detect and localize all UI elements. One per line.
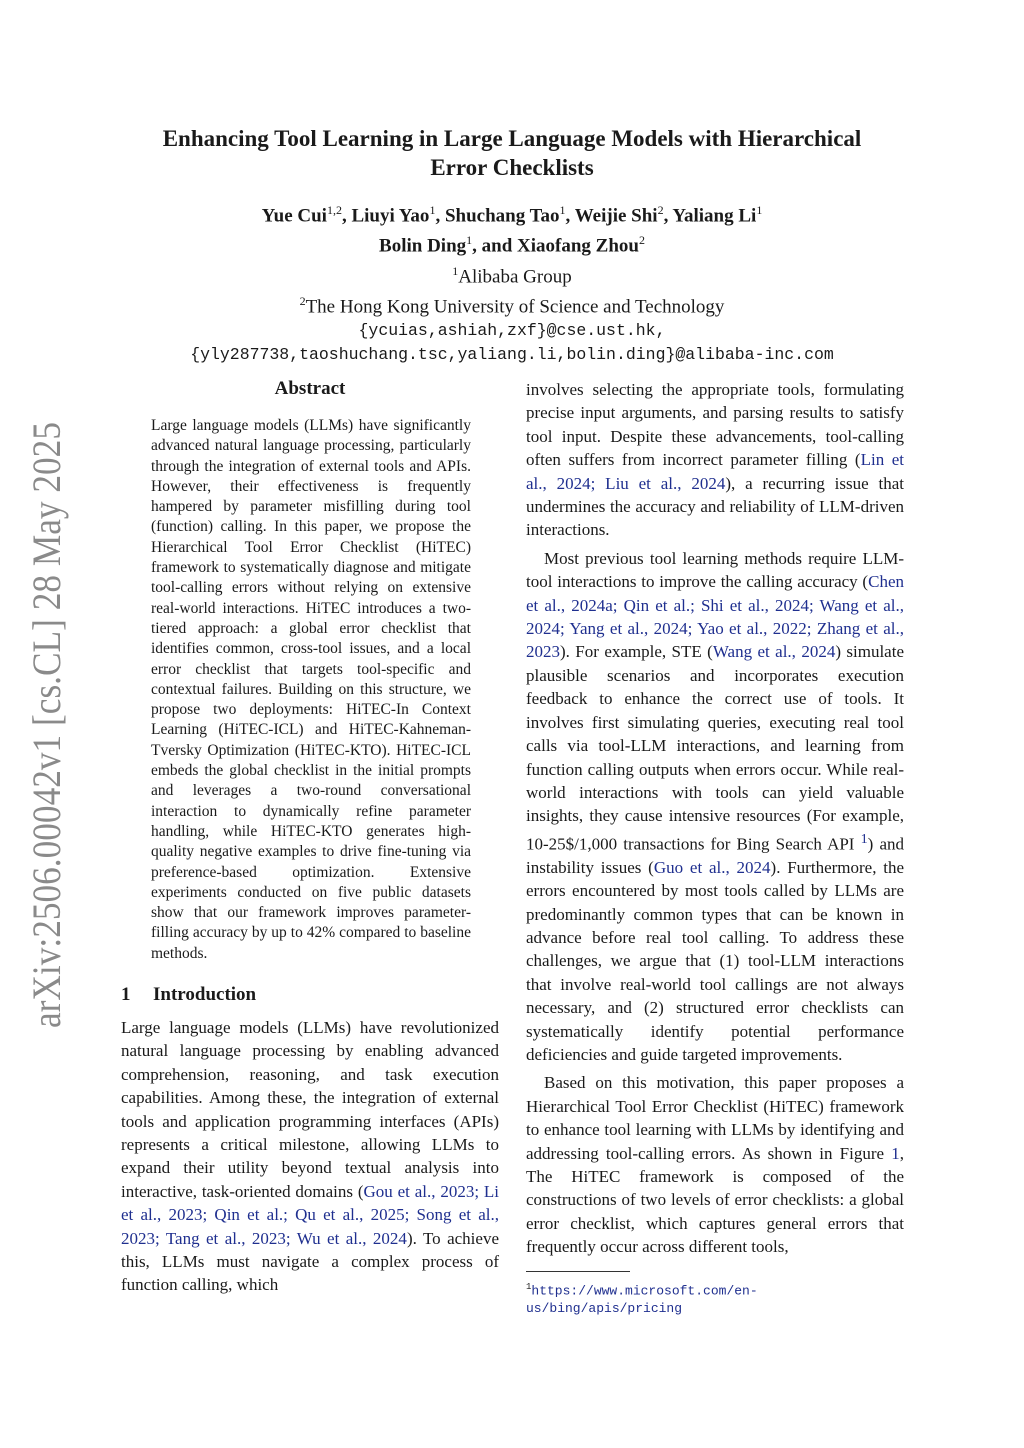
affiliation-mark: 2 — [638, 233, 645, 248]
affiliation-1: $^1$Alibaba Group — [452, 263, 572, 287]
author-name: , Weijie Shi — [565, 205, 658, 227]
author-name: , Yaliang Li — [663, 205, 757, 227]
email-line-2: {yly287738,taoshuchang.tsc,yaliang.li,bolin.ding}@alibaba-inc.com — [190, 345, 834, 365]
intro-paragraph-2: involves selecting the appropriate tools, formulating precise input arguments, and parsing results to satisfy tool input. Despite these advancements, tool-calling often suffers from incorrect parameter filling (Lin et al., 2024; Liu et al., 2024), a recurring issue that undermines the accuracy and reliability of LLM-driven interactions. — [526, 380, 905, 540]
affiliation-mark: 1 — [756, 203, 763, 217]
section-title: Introduction — [153, 984, 257, 1006]
intro-paragraph-3: Most previous tool learning methods require LLM-tool interactions to improve the calling accuracy (Chen et al., 2024a; Qin et al.; Shi et al., 2024; Wang et al., 2024; Yang et al., 2024; Yao et al., 2022; Zhang et al., 2023). For example, STE (Wang et al., 2024) simulate plausible scenarios and incorporates execution feedback to enhance the correct use of tools. It involves first simulating queries, executing real tool calls via tool-LLM interactions, and learning from function calling outputs when errors occur. While real-world interactions with tools can yield valuable insights, they cause intensive resources (For example, 10-25$/1,000 transactions for Bing Search API $^1$) and instability issues (Guo et al., 2024). Furthermore, the errors encountered by most tools called by LLMs are predominantly common types that can be known in advance before real tool calling. To address these challenges, we argue that (1) tool-LLM interactions that involve real-world tool callings are not always necessary, and (2) structured error checklists can systematically identify potential performance deficiencies and guide targeted improvements. — [526, 548, 905, 1065]
citation-link[interactable]: Lin et al., 2024; Liu et al., 2024 — [526, 450, 904, 493]
arxiv-id-text: arXiv:2506.00042v1 [cs.CL] 28 May 2025 — [24, 420, 69, 1028]
affiliation-2: $^2$The Hong Kong University of Science and Technology — [299, 293, 725, 318]
left-column — [121, 378, 499, 1297]
affiliation-mark: 1 — [559, 203, 566, 217]
intro-paragraph-4: Based on this motivation, this paper proposes a Hierarchical Tool Error Checklist (HiTEC) framework to enhance tool learning with LLMs by identifying and addressing tool-calling errors. As shown in Figure 1, The HiTEC framework is composed of the constructions of two levels of error checklists: a global error checklist, which captures general errors that frequently occur across different tools, — [526, 1073, 904, 1257]
citation-link[interactable]: Chen et al., 2024a; Qin et al.; Shi et al., 2024; Wang et al., 2024; Yang et al., 2024; Yao et al., 2022; Zhang et al., 2023 — [526, 572, 904, 662]
footnote-divider — [526, 1271, 630, 1272]
author-line-2 — [130, 228, 894, 258]
author-name: Yue Cui — [261, 205, 327, 227]
section-heading-introduction — [121, 984, 499, 1006]
intro-paragraph-1: Large language models (LLMs) have revolutionized natural language processing by enabling advanced comprehension, reasoning, and task execution capabilities. Among these, the integration of external tools and application programming interfaces (APIs) represents a critical milestone, allowing LLMs to expand their utility beyond textual analysis into interactive, task-oriented domains (Gou et al., 2023; Li et al., 2023; Qin et al.; Qu et al., 2025; Song et al., 2023; Tang et al., 2023; Wu et al., 2024). To achieve this, LLMs must navigate a complex process of function calling, which — [121, 1018, 499, 1295]
citation-link[interactable]: Wang et al., 2024 — [712, 642, 836, 662]
affiliation-mark: 1 — [466, 233, 473, 248]
footnote-url[interactable]: https://www.microsoft.com/en-us/bing/apis/pricing — [526, 1283, 758, 1317]
email-line-1: {ycuias,ashiah,zxf}@cse.ust.hk, — [358, 321, 666, 341]
citation-link[interactable]: Guo et al., 2024 — [653, 857, 771, 877]
arxiv-identifier — [16, 420, 76, 1040]
author-name: , Liuyi Yao — [341, 205, 430, 227]
author-name: Bolin Ding — [379, 235, 467, 257]
section-number: 1 — [121, 984, 131, 1006]
author-name: , and Xiaofang Zhou — [472, 235, 639, 257]
figure-ref[interactable]: 1 — [891, 1143, 900, 1163]
abstract-heading: Abstract — [274, 378, 346, 399]
footnote-mark: 1 — [526, 1281, 532, 1292]
paper-title: Enhancing Tool Learning in Large Language Models with Hierarchical Error Checklists — [162, 126, 862, 180]
affiliation-mark: 1,2 — [326, 203, 342, 217]
citation-link[interactable]: Gou et al., 2023; Li et al., 2023; Qin et al.; Qu et al., 2025; Song et al., 2023; Tang et al., 2023; Wu et al., 2024 — [121, 1181, 499, 1248]
affiliation-mark: 1 — [429, 203, 436, 217]
arxiv-sidebar-svg — [16, 420, 76, 1040]
author-name: , Shuchang Tao — [435, 205, 560, 227]
author-line-1 — [130, 198, 894, 228]
affiliation-mark: 2 — [657, 203, 664, 217]
footnote — [526, 1278, 904, 1318]
abstract-text: Large language models (LLMs) have significantly advanced natural language processing, particularly through the integration of external tools and APIs. However, their effectiveness is frequently hampered by parameter misfilling during tool (function) calling. In this paper, we propose the Hierarchical Tool Error Checklist (HiTEC) framework to systematically diagnose and mitigate tool-calling errors without relying on extensive real-world interactions. HiTEC introduces a two-tiered approach: a global error checklist that identifies common, cross-tool issues, and a local error checklist that targets tool-specific and contextual failures. Building on this structure, we propose two deployments: HiTEC-In Context Learning (HiTEC-ICL) and HiTEC-Kahneman-Tversky Optimization (HiTEC-KTO). HiTEC-ICL embeds the global checklist in the initial prompts and leverages a two-round conversational interaction to dynamically refine parameter handling, while HiTEC-KTO generates high-quality negative examples to drive fine-tuning via preference-based optimization. Extensive experiments conducted on five public datasets show that our framework improves parameter-filling accuracy by up to 42% compared to baseline methods. — [151, 417, 471, 962]
footnote-ref[interactable]: 1 — [860, 830, 868, 847]
right-column — [526, 378, 904, 1318]
author-block — [130, 198, 894, 367]
